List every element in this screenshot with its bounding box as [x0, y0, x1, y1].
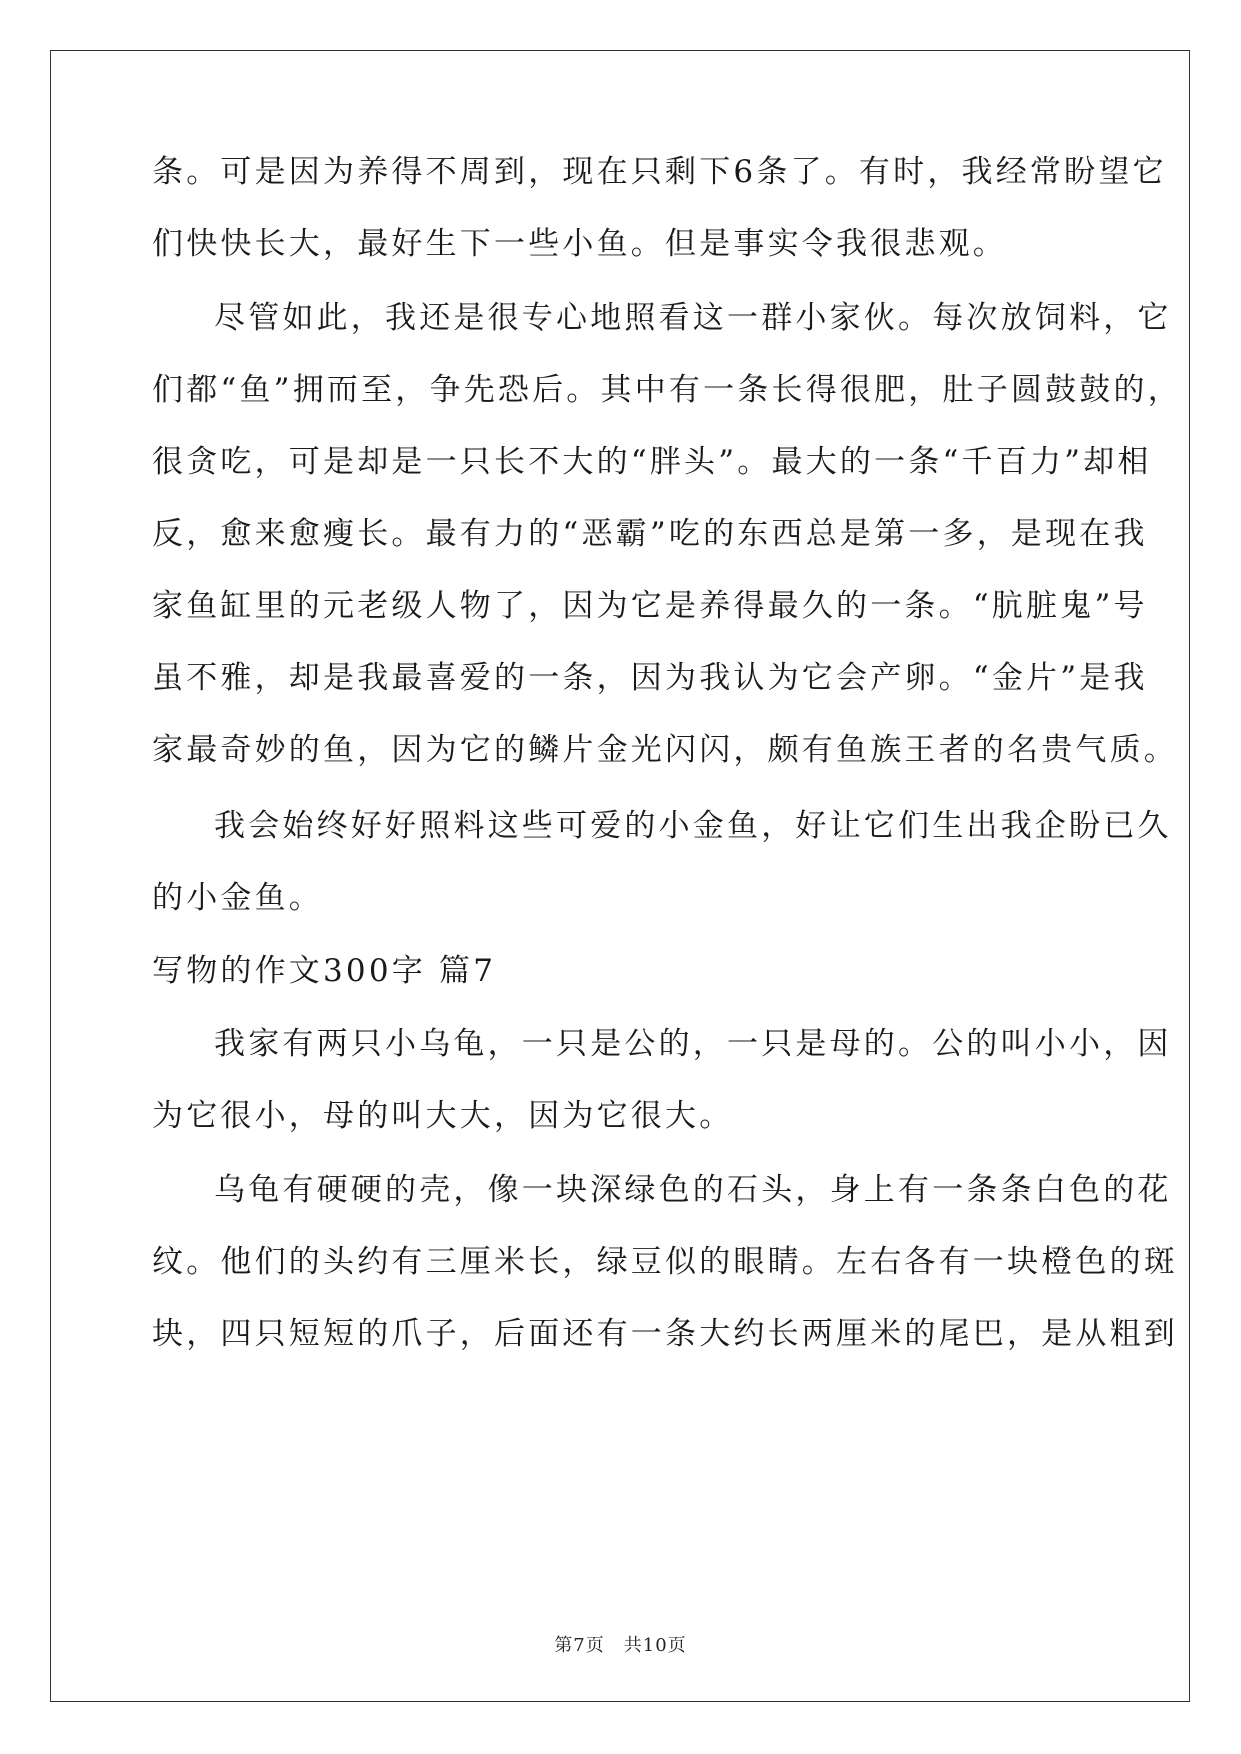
text-line: 家最奇妙的鱼，因为它的鳞片金光闪闪，颇有鱼族王者的名贵气质。 — [152, 732, 1178, 768]
section-heading: 写物的作文300字 篇7 — [152, 953, 497, 989]
text-line: 尽管如此，我还是很专心地照看这一群小家伙。每次放饲料，它 — [214, 300, 1172, 336]
text-line: 反，愈来愈瘦长。最有力的“恶霸”吃的东西总是第一多，是现在我 — [152, 516, 1148, 552]
text-line: 的小金鱼。 — [152, 880, 323, 916]
page-number: 第7页 共10页 — [554, 1635, 687, 1656]
text-line: 虽不雅，却是我最喜爱的一条，因为我认为它会产卵。“金片”是我 — [152, 660, 1148, 696]
text-line: 们都“鱼”拥而至，争先恐后。其中有一条长得很肥，肚子圆鼓鼓的， — [152, 372, 1182, 408]
text-line: 为它很小，母的叫大大，因为它很大。 — [152, 1098, 734, 1134]
text-line: 家鱼缸里的元老级人物了，因为它是养得最久的一条。“肮脏鬼”号 — [152, 588, 1148, 624]
text-line: 块，四只短短的爪子，后面还有一条大约长两厘米的尾巴，是从粗到 — [152, 1316, 1178, 1352]
text-line: 们快快长大，最好生下一些小鱼。但是事实令我很悲观。 — [152, 226, 1007, 262]
text-line: 我会始终好好照料这些可爱的小金鱼，好让它们生出我企盼已久 — [214, 808, 1172, 844]
text-line: 乌龟有硬硬的壳，像一块深绿色的石头，身上有一条条白色的花 — [214, 1172, 1172, 1208]
text-line: 纹。他们的头约有三厘米长，绿豆似的眼睛。左右各有一块橙色的斑 — [152, 1244, 1178, 1280]
text-line: 条。可是因为养得不周到，现在只剩下6条了。有时，我经常盼望它 — [152, 154, 1167, 190]
text-line: 很贪吃，可是却是一只长不大的“胖头”。最大的一条“千百力”却相 — [152, 444, 1152, 480]
text-line: 我家有两只小乌龟，一只是公的，一只是母的。公的叫小小，因 — [214, 1026, 1172, 1062]
